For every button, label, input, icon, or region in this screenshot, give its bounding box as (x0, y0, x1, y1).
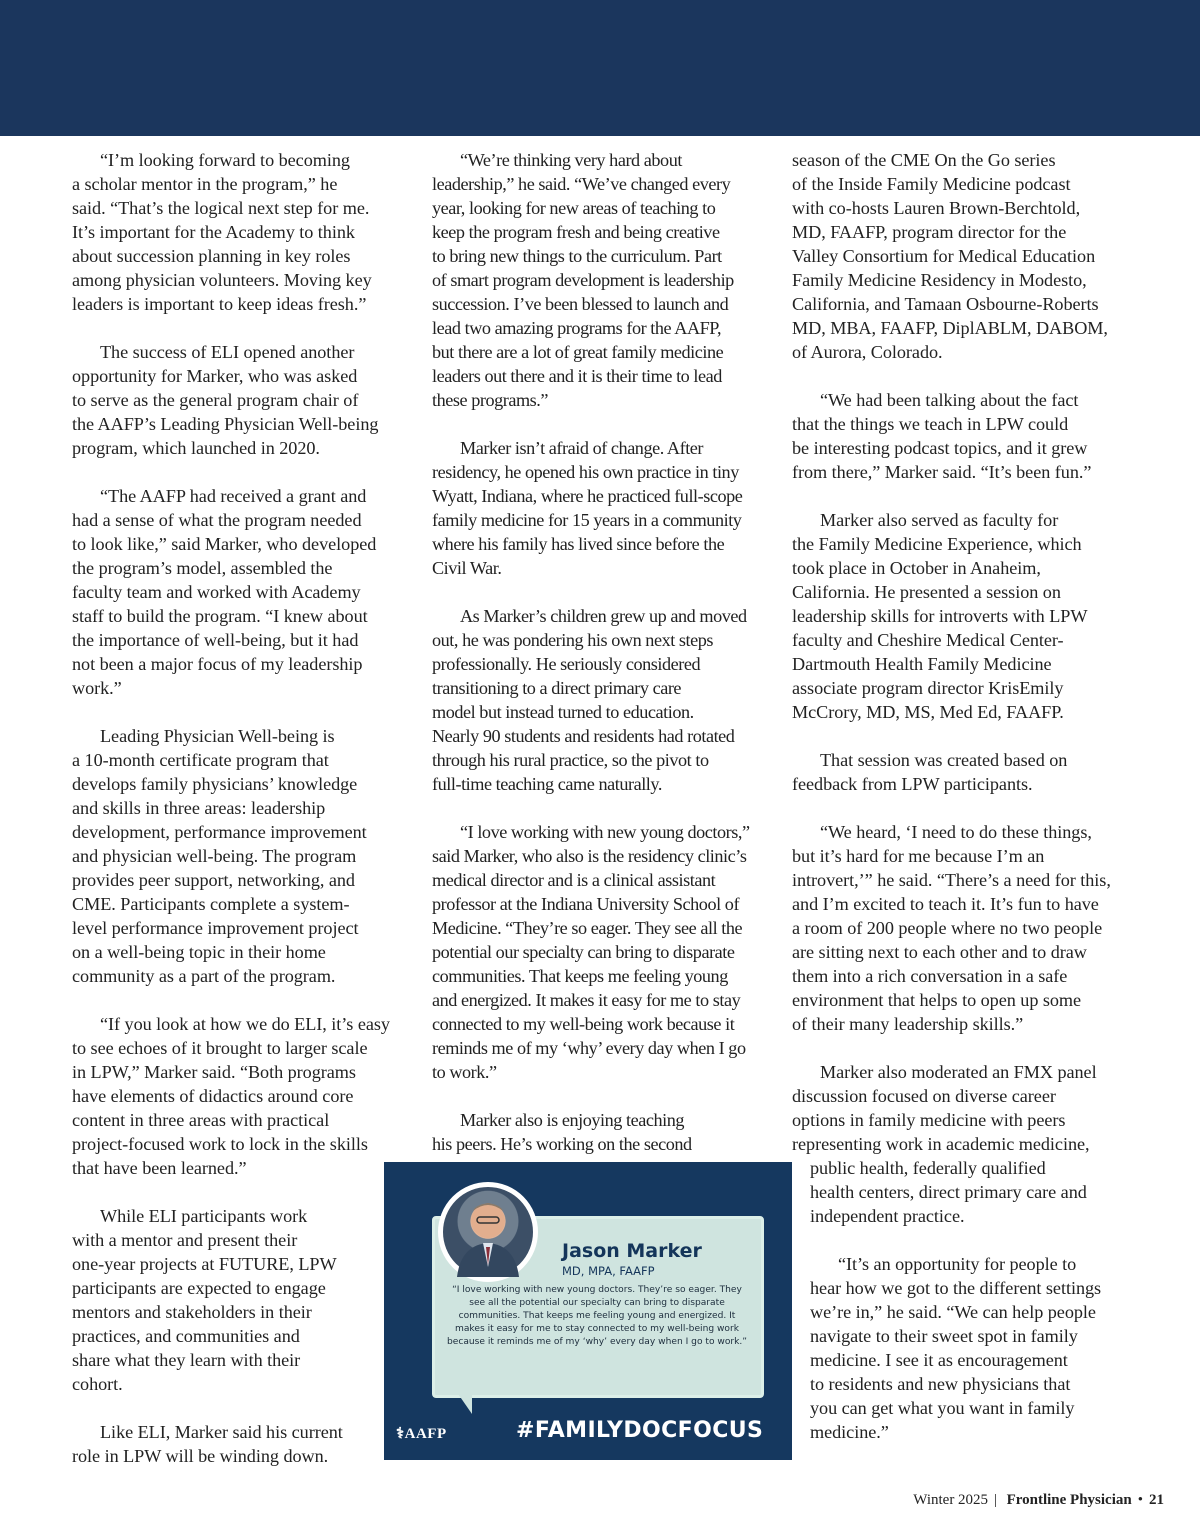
paragraph: As Marker’s children grew up and moved out, he was pondering his own next steps professionally. He seriously considered transitioning to a direct primary care model but instead turned to education. Nearly 90 students and residents had rotated through his rural practice, so the pivot to full-time teaching came naturally. (432, 606, 747, 794)
magazine-name: Frontline Physician (1006, 1492, 1132, 1508)
caduceus-icon: ⚕ (396, 1426, 405, 1442)
paragraph: Leading Physician Well-being is a 10-month certificate program that develops family physicians’ knowledge and skills in three areas: leadership development, performance improvement and physician well-being. The program provides peer support, networking, and CME. Participants complete a system- level performance improvement project on a well-being topic in their home community as a part of the program. (72, 726, 367, 986)
paragraph: “The AAFP had received a grant and had a sense of what the program needed to look like,” said Marker, who developed the program’s model, assembled the faculty team and worked with Academy staff to build the program. “I knew about the importance of well-being, but it had not been a major focus of my leadership work.” (72, 486, 377, 698)
portrait-icon (443, 1187, 533, 1277)
person-name: Jason Marker (562, 1240, 702, 1262)
page-number: 21 (1149, 1492, 1164, 1508)
quote-bubble-tail (454, 1388, 472, 1414)
paragraph: “If you look at how we do ELI, it’s easy to see echoes of it brought to larger scale in LPW,” Marker said. “Both programs have elements of didactics around core content in three areas with practical project-focused work to lock in the skills that have been learned.” (72, 1014, 390, 1178)
logo-text: AAFP (404, 1426, 447, 1442)
paragraph: That session was created based on feedback from LPW participants. (792, 750, 1068, 794)
article-column-1 (72, 148, 417, 1492)
paragraph: “I love working with new young doctors,” said Marker, who also is the residency clinic’s medical director and is a clinical assistant professor at the Indiana University School of Medicine. “They’re so eager. They see all the potential our specialty can bring to disparate communities. That keeps me feeling young and energized. It makes it easy for me to stay connected to my well-being work because it reminds me of my ‘why’ every day when I go to work.” (432, 822, 750, 1082)
paragraph: “We heard, ‘I need to do these things, but it’s hard for me because I’m an introvert,’” he said. “There’s a need for this, and I’m excited to teach it. It’s fun to have a room of 200 people where no two people are sitting next to each other and to draw them into a rich conversation in a safe environment that helps to open up some of their many leadership skills.” (792, 822, 1111, 1034)
page-footer (913, 1492, 1164, 1509)
article-column-2 (432, 148, 782, 1180)
familydocfocus-promo (384, 1162, 792, 1460)
paragraph: While ELI participants work with a mentor and present their one-year projects at FUTURE, LPW participants are expected to engage mentors and stakeholders in their practices, and communities and share what they learn with their cohort. (72, 1206, 337, 1394)
paragraph: Marker also served as faculty for the Family Medicine Experience, which took place in October in Anaheim, California. He presented a session on leadership skills for introverts with LPW faculty and Cheshire Medical Center- Dartmouth Health Family Medicine associate program director KrisEmily McCrory, MD, MS, Med Ed, FAAFP. (792, 510, 1088, 722)
hashtag: #FAMILYDOCFOCUS (516, 1418, 764, 1443)
headshot-photo (438, 1182, 538, 1282)
paragraph: public health, federally qualified health centers, direct primary care and independent practice. (810, 1158, 1087, 1226)
paragraph: Marker also moderated an FMX panel discussion focused on diverse career options in family medicine with peers representing work in academic medicine, (792, 1062, 1097, 1154)
pull-quote: “I love working with new young doctors. They’re so eager. They see all the potential our specialty can bring to disparate communities. That keeps me feeling young and energized. It makes it easy for me to stay connected to my well-being work because it reminds me of my ‘why’ every day when I go to work.” (446, 1285, 748, 1347)
paragraph: “It’s an opportunity for people to hear how we got to the different settings we’re in,” he said. “We can help people navigate to their sweet spot in family medicine. I see it as encouragement to residents and new physicians that you can get what you want in family medicine.” (810, 1254, 1102, 1442)
article-column-3 (792, 148, 1137, 1468)
header-band (0, 0, 1200, 136)
paragraph: Marker isn’t afraid of change. After residency, he opened his own practice in tiny Wyatt, Indiana, where he practiced full-scope family medicine for 15 years in a community where his family has lived since before the Civil War. (432, 438, 743, 578)
separator-dot: • (1137, 1492, 1143, 1508)
issue-date: Winter 2025 (913, 1492, 989, 1508)
paragraph: The success of ELI opened another opportunity for Marker, who was asked to serve as the general program chair of the AAFP’s Leading Physician Well-being program, which launched in 2020. (72, 342, 379, 458)
aafp-logo (396, 1424, 447, 1443)
person-credentials: MD, MPA, FAAFP (562, 1264, 655, 1278)
paragraph: “We had been talking about the fact that the things we teach in LPW could be interesting podcast topics, and it grew from there,” Marker said. “It’s been fun.” (792, 390, 1092, 482)
paragraph: Like ELI, Marker said his current role in LPW will be winding down. (72, 1422, 343, 1466)
paragraph: “We’re thinking very hard about leadership,” he said. “We’ve changed every year, looking for new areas of teaching to keep the program fresh and being creative to bring new things to the curriculum. Part of smart program development is leadership succession. I’ve been blessed to launch and lead two amazing programs for the AAFP, but there are a lot of great family medicine leaders out there and it is their time to lead these programs.” (432, 150, 734, 410)
separator-bar: | (990, 1492, 997, 1508)
paragraph: “I’m looking forward to becoming a scholar mentor in the program,” he said. “That’s the logical next step for me. It’s important for the Academy to think about succession planning in key roles among physician volunteers. Moving key leaders is important to keep ideas fresh.” (72, 150, 372, 314)
paragraph: Marker also is enjoying teaching his peers. He’s working on the second (432, 1110, 692, 1154)
paragraph: season of the CME On the Go series of the Inside Family Medicine podcast with co-hosts Lauren Brown-Berchtold, MD, FAAFP, program director for the Valley Consortium for Medical Education Family Medicine Residency in Modesto, California, and Tamaan Osbourne-Roberts MD, MBA, FAAFP, DiplABLM, DABOM, of Aurora, Colorado. (792, 150, 1108, 362)
